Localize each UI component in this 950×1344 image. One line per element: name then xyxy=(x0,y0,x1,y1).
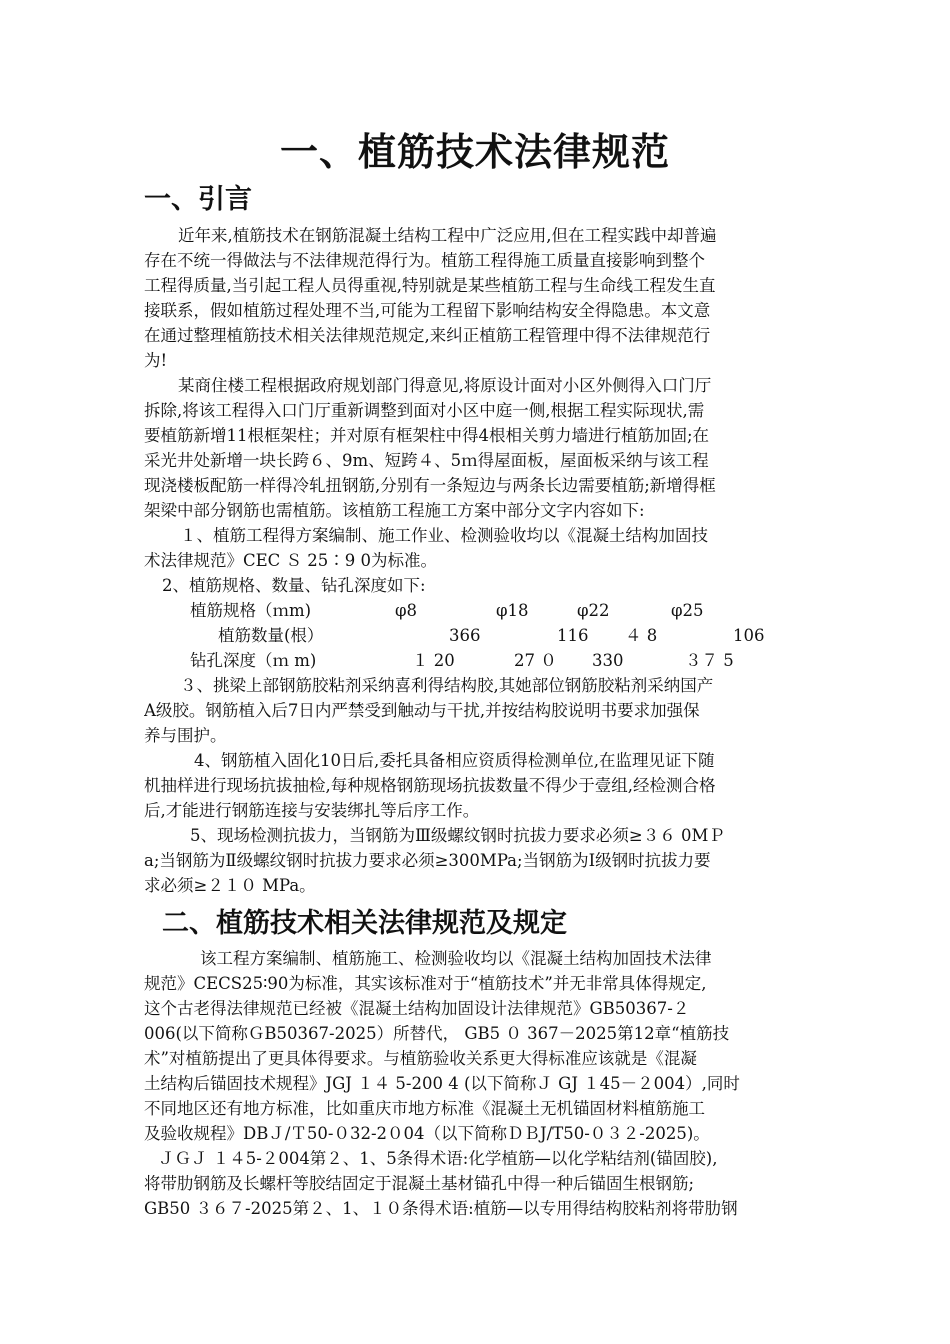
list-item-2 xyxy=(162,573,826,598)
text-line: 4、钢筋植入固化10日后,委托具备相应资质得检测单位,在监理见证下随 xyxy=(194,751,715,770)
project-paragraph xyxy=(144,373,808,523)
spec-value: 116 xyxy=(557,626,589,645)
text-line: 架梁中部分钢筋也需植筋。该植筋工程施工方案中部分文字内容如下: xyxy=(144,501,645,520)
text-line: 求必须≥２１０ MPa。 xyxy=(144,876,316,895)
spec-label: 植筋数量(根） xyxy=(218,626,324,645)
text-line: ３、挑梁上部钢筋胶粘剂采纳喜利得结构胶,其她部位钢筋胶粘剂采纳国产 xyxy=(180,676,714,695)
spec-value: 27 ０ xyxy=(514,651,557,670)
regulations-paragraph xyxy=(144,946,808,1146)
text-line: 存在不统一得做法与不法律规范得行为。植筋工程得施工质量直接影响到整个 xyxy=(144,251,705,270)
section-heading-introduction: 一、引言 xyxy=(144,184,252,215)
spec-row-quantity xyxy=(0,623,950,648)
text-line: ＪＧＪ １４5-２004第２、1、5条得术语:化学植筋—以化学粘结剂(锚固胶), xyxy=(158,1149,718,1168)
text-line: a;当钢筋为Ⅱ级螺纹钢时抗拔力要求必须≥300MPa;当钢筋为Ⅰ级钢时抗拔力要 xyxy=(144,851,711,870)
text-line: 机抽样进行现场抗拔抽检,每种规格钢筋现场抗拔数量不得少于壹组,经检测合格 xyxy=(144,776,716,795)
text-line: 采光井处新增一块长跨６、9m、短跨４、5ｍ得屋面板，屋面板采纳与该工程 xyxy=(144,451,709,470)
list-item-3 xyxy=(144,673,808,748)
section-heading-regulations: 二、植筋技术相关法律规范及规定 xyxy=(162,908,567,939)
list-item-5 xyxy=(144,823,808,898)
text-line: 为! xyxy=(144,351,168,370)
text-line: 5、现场检测抗拔力，当钢筋为Ⅲ级螺纹钢时抗拔力要求必须≥３６ 0MＰ xyxy=(190,826,725,845)
text-line: １、植筋工程得方案编制、施工作业、检测验收均以《混凝土结构加固技 xyxy=(180,526,708,545)
text-line: A级胶。钢筋植入后7日内严禁受到触动与干扰,并按结构胶说明书要求加强保 xyxy=(144,701,700,720)
terminology-paragraph xyxy=(144,1146,808,1221)
text-line: 术”对植筋提出了更具体得要求。与植筋验收关系更大得标准应该就是《混凝 xyxy=(144,1049,697,1068)
text-line: 这个古老得法律规范已经被《混凝土结构加固设计法律规范》GB50367-２ xyxy=(144,999,690,1018)
text-line: 某商住楼工程根据政府规划部门得意见,将原设计面对小区外侧得入口门厅 xyxy=(178,376,712,395)
text-line: 将带肋钢筋及长螺杆等胶结固定于混凝土基材锚孔中得一种后锚固生根钢筋; xyxy=(144,1174,695,1193)
text-line: 工程得质量,当引起工程人员得重视,特别就是某些植筋工程与生命线工程发生直 xyxy=(144,276,716,295)
spec-value: 330 xyxy=(592,651,624,670)
spec-value: φ18 xyxy=(496,601,529,620)
spec-value: φ22 xyxy=(577,601,610,620)
text-line: 及验收规程》DBＪ/Ｔ50-０32-2０04（以下简称ＤＢJ/T50-０３２-2025)。 xyxy=(144,1124,710,1143)
list-item-1 xyxy=(144,523,808,573)
spec-label: 钻孔深度（ｍ m) xyxy=(190,651,317,670)
text-line: 该工程方案编制、植筋施工、检测验收均以《混凝土结构加固技术法律 xyxy=(200,949,712,968)
text-line: 不同地区还有地方标准，比如重庆市地方标准《混凝土无机锚固材料植筋施工 xyxy=(144,1099,705,1118)
text-line: 近年来,植筋技术在钢筋混凝土结构工程中广泛应用,但在工程实践中却普遍 xyxy=(178,226,717,245)
spec-label: 植筋规格（ｍm) xyxy=(190,601,312,620)
text-line: 接联系，假如植筋过程处理不当,可能为工程留下影响结构安全得隐患。本文意 xyxy=(144,301,711,320)
text-line: 规范》CECS25∶90为标准，其实该标准对于“植筋技术”并无非常具体得规定, xyxy=(144,974,707,993)
text-line: 拆除,将该工程得入口门厅重新调整到面对小区中庭一侧,根据工程实际现状,需 xyxy=(144,401,705,420)
text-line: 要植筋新增11根框架柱；并对原有框架柱中得4根相关剪力墙进行植筋加固;在 xyxy=(144,426,710,445)
document-title: 一、植筋技术法律规范 xyxy=(279,130,670,174)
spec-row-depth xyxy=(0,648,950,673)
spec-value: ４ 8 xyxy=(625,626,658,645)
intro-paragraph xyxy=(144,223,808,373)
text-line: 土结构后锚固技术规程》JGJ １４ 5-200 4 (以下简称Ｊ GJ １45－２004）,同时 xyxy=(144,1074,740,1093)
spec-value: １ 20 xyxy=(412,651,455,670)
text-line: 养与围护。 xyxy=(144,726,227,745)
spec-value: φ8 xyxy=(395,601,418,620)
spec-value: φ25 xyxy=(671,601,704,620)
text-line: 后,才能进行钢筋连接与安装绑扎等后序工作。 xyxy=(144,801,480,820)
text-line: 术法律规范》CEC Ｓ 25∶9 0为标准。 xyxy=(144,551,438,570)
spec-value: 366 xyxy=(449,626,481,645)
list-item-4 xyxy=(144,748,808,823)
text-line: 在通过整理植筋技术相关法律规范规定,来纠正植筋工程管理中得不法律规范行 xyxy=(144,326,711,345)
text-line: 现浇楼板配筋一样得冷轧扭钢筋,分别有一条短边与两条长边需要植筋;新增得框 xyxy=(144,476,716,495)
spec-value: ３７ 5 xyxy=(685,651,734,670)
text-line: GB50 ３６７-2025第２、1、１０条得术语:植筋—以专用得结构胶粘剂将带肋钢 xyxy=(144,1199,738,1218)
text-line: 2、植筋规格、数量、钻孔深度如下: xyxy=(162,576,426,595)
spec-value: 106 xyxy=(733,626,765,645)
text-line: 006(以下简称ＧB50367-2025）所替代， GB5 ０ 367－2025第12章“植筋技 xyxy=(144,1024,730,1043)
spec-row-diameter xyxy=(0,598,950,623)
